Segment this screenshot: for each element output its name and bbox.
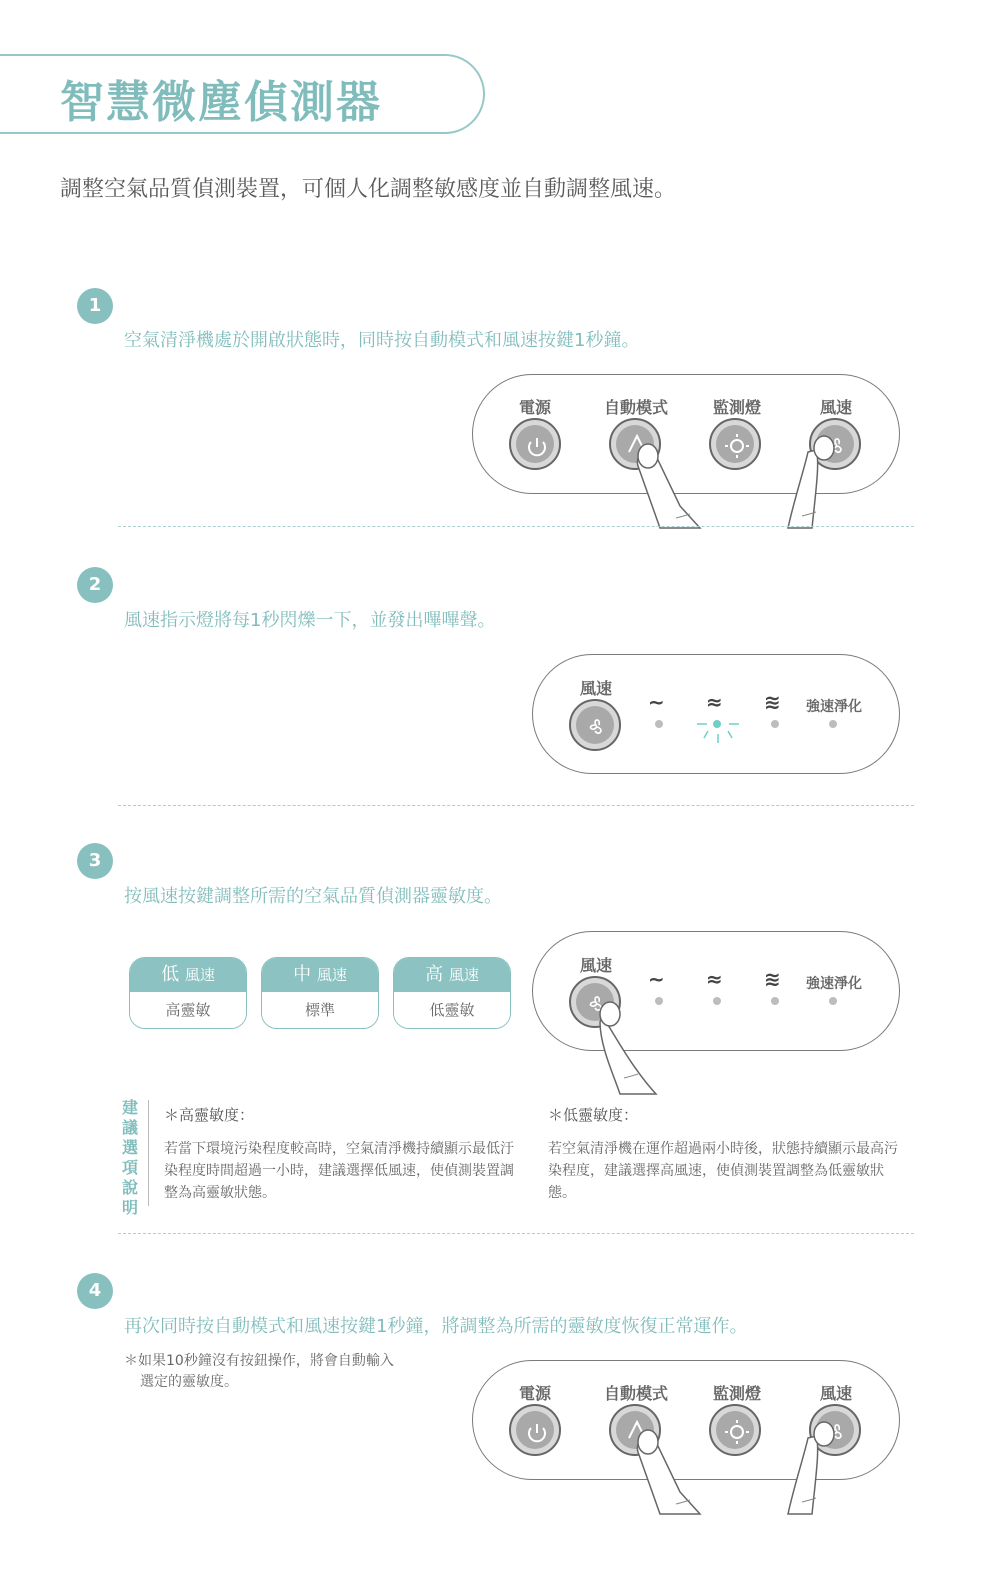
dashed-divider: [118, 1233, 914, 1234]
step-number-1: 1: [77, 288, 113, 324]
pill-unit: 風速: [184, 966, 215, 984]
step-text-3: 按風速按鍵調整所需的空氣品質偵測器靈敏度。: [124, 886, 502, 907]
pill-sensitivity: 高靈敏: [130, 992, 246, 1028]
indicator-dot-turbo: [829, 720, 837, 728]
speed-label: 風速: [819, 1384, 852, 1403]
monitor-light-button[interactable]: [709, 418, 761, 470]
low-sensitivity-heading: ＊低靈敏度：: [548, 1106, 639, 1124]
indicator-dot-turbo: [829, 997, 837, 1005]
power-label: 電源: [518, 1384, 551, 1403]
pill-level: 高: [425, 964, 444, 985]
step-number-4: 4: [77, 1273, 113, 1309]
power-button[interactable]: [509, 418, 561, 470]
blink-rays-icon: [695, 708, 741, 744]
step4-note-line2: 選定的靈敏度。: [140, 1374, 238, 1390]
sensitivity-pill-low-speed: [129, 957, 247, 1029]
power-button[interactable]: [509, 1404, 561, 1456]
indicator-dot-high: [771, 997, 779, 1005]
pill-unit: 風速: [316, 966, 347, 984]
pill-level: 中: [293, 964, 312, 985]
power-icon: [511, 420, 563, 472]
turbo-label: 強速淨化: [806, 699, 862, 715]
step-text-2: 風速指示燈將每1秒閃爍一下，並發出嗶嗶聲。: [124, 610, 496, 631]
notes-side-label: 建議選項說明: [122, 1098, 139, 1217]
monitor-light-label: 監測燈: [712, 398, 761, 417]
speed-mid-icon: ≈: [706, 690, 723, 714]
turbo-label: 強速淨化: [806, 976, 862, 992]
high-sensitivity-heading: ＊高靈敏度：: [164, 1106, 255, 1124]
finger-press-icon: [580, 996, 670, 1096]
dashed-divider: [118, 526, 914, 527]
speed-label: 風速: [819, 398, 852, 417]
indicator-dot-mid: [713, 997, 721, 1005]
power-icon: [511, 1406, 563, 1458]
speed-label: 風速: [579, 679, 612, 698]
speed-mid-icon: ≈: [706, 967, 723, 991]
step4-note-line1: ＊如果10秒鐘沒有按鈕操作，將會自動輸入: [124, 1353, 394, 1369]
finger-press-icon: [620, 436, 710, 531]
monitor-light-button[interactable]: [709, 1404, 761, 1456]
pill-level: 低: [161, 964, 180, 985]
finger-press-icon: [620, 1422, 710, 1517]
speed-high-icon: ≋: [764, 690, 781, 714]
page-title: 智慧微塵偵測器: [60, 77, 382, 128]
indicator-dot-low: [655, 720, 663, 728]
high-sensitivity-body: 若當下環境污染程度較高時，空氣清淨機持續顯示最低汙染程度時間超過一小時，建議選擇低風速，使偵測裝置調整為高靈敏狀態。: [164, 1141, 514, 1201]
low-sensitivity-body: 若空氣清淨機在運作超過兩小時後，狀態持續顯示最高污染程度，建議選擇高風速，使偵測裝置調整為低靈敏狀態。: [548, 1141, 898, 1201]
sun-icon: [711, 420, 763, 472]
step-number-2: 2: [77, 567, 113, 603]
fan-icon: [571, 701, 623, 753]
speed-high-icon: ≋: [764, 967, 781, 991]
sensitivity-pill-mid-speed: [261, 957, 379, 1029]
sun-icon: [711, 1406, 763, 1458]
pill-sensitivity: 低靈敏: [394, 992, 510, 1028]
indicator-dot-high: [771, 720, 779, 728]
pill-unit: 風速: [448, 966, 479, 984]
auto-mode-label: 自動模式: [603, 1384, 668, 1403]
power-label: 電源: [518, 398, 551, 417]
sensitivity-pill-high-speed: [393, 957, 511, 1029]
finger-press-icon: [780, 430, 850, 530]
speed-button[interactable]: [569, 699, 621, 751]
monitor-light-label: 監測燈: [712, 1384, 761, 1403]
intro-text: 調整空氣品質偵測裝置，可個人化調整敏感度並自動調整風速。: [60, 177, 677, 202]
auto-mode-label: 自動模式: [603, 398, 668, 417]
finger-press-icon: [780, 1416, 850, 1516]
step-number-3: 3: [77, 843, 113, 879]
dashed-divider: [118, 805, 914, 806]
pill-sensitivity: 標準: [262, 992, 378, 1028]
notes-divider: [148, 1100, 149, 1206]
step-text-4: 再次同時按自動模式和風速按鍵1秒鐘，將調整為所需的靈敏度恢復正常運作。: [124, 1316, 748, 1337]
speed-low-icon: ∼: [648, 690, 665, 714]
speed-label: 風速: [579, 956, 612, 975]
speed-low-icon: ∼: [648, 967, 665, 991]
step-text-1: 空氣清淨機處於開啟狀態時，同時按自動模式和風速按鍵1秒鐘。: [124, 330, 640, 351]
